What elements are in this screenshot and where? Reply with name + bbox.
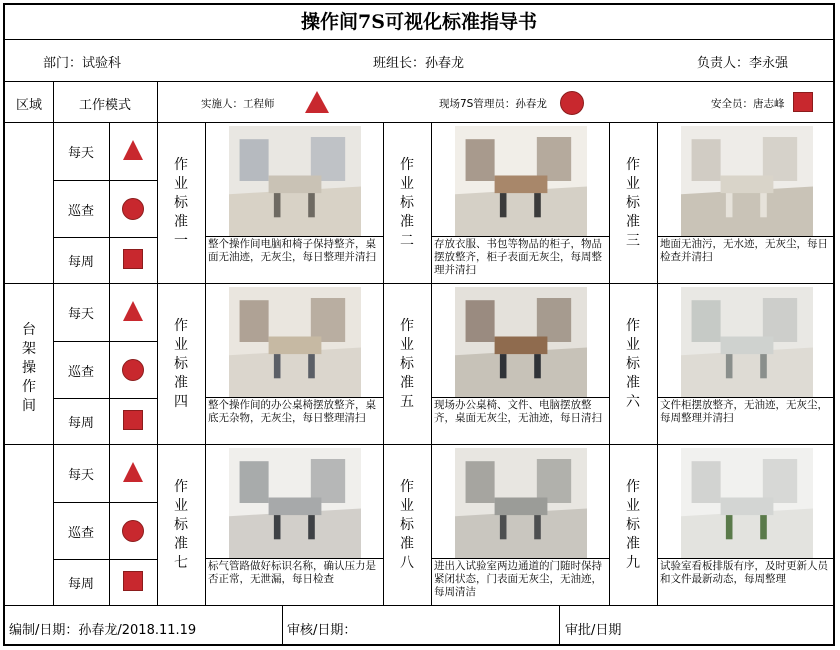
standard-label: 作业标准一: [174, 157, 188, 249]
standard-label: 作业标准二: [400, 157, 414, 249]
square-icon: [123, 410, 143, 430]
standard-label: 作业标准四: [174, 318, 188, 410]
mode-label: 每天: [67, 146, 94, 161]
standard-photo: [455, 126, 587, 236]
square-icon: [123, 249, 143, 269]
standard-photo: [229, 287, 361, 397]
standard-photo: [455, 287, 587, 397]
standard-description: 存放衣服、书包等物品的柜子，物品摆放整齐，柜子表面无灰尘，每周整理并清扫: [434, 238, 602, 276]
implementer-label: 实施人：工程师: [201, 98, 275, 110]
standard-description: 文件柜摆放整齐，无油迹，无灰尘，每周整理并清扫: [660, 399, 828, 424]
area-header: 区域: [15, 98, 42, 113]
area-name: 台架操作间: [22, 322, 36, 414]
mode-header: 工作模式: [78, 98, 131, 113]
standard-label: 作业标准三: [626, 157, 640, 249]
responsible-label: 负责人：李永强: [697, 56, 789, 71]
manager-label: 现场7S管理员：孙春龙: [439, 98, 547, 110]
triangle-icon: [123, 462, 143, 482]
triangle-icon: [123, 140, 143, 160]
standard-photo: [229, 126, 361, 236]
square-icon: [793, 92, 813, 112]
mode-label: 每天: [67, 307, 94, 322]
standard-photo: [681, 448, 813, 558]
mode-label: 每天: [67, 468, 94, 483]
mode-label: 每周: [67, 416, 94, 431]
standard-label: 作业标准九: [626, 479, 640, 571]
standard-description: 试验室看板排版有序，及时更新人员和文件最新动态，每周整理: [660, 560, 828, 585]
compiled-by-label: 编制/日期：孙春龙/2018.11.19: [9, 623, 197, 638]
safety-label: 安全员：唐志峰: [711, 98, 785, 110]
standard-description: 现场办公桌椅、文件、电脑摆放整齐，桌面无灰尘，无油迹，每日清扫: [434, 399, 602, 424]
triangle-icon: [123, 301, 143, 321]
document-sheet: [3, 3, 835, 646]
approve-label: 审批/日期: [565, 623, 622, 638]
standard-photo: [229, 448, 361, 558]
standard-label: 作业标准八: [400, 479, 414, 571]
mode-label: 巡查: [67, 526, 94, 541]
circle-icon: [122, 359, 144, 381]
document-title: 操作间7S可视化标准指导书: [301, 11, 537, 33]
department-label: 部门：试验科: [43, 56, 122, 71]
standard-label: 作业标准七: [174, 479, 188, 571]
circle-icon: [560, 91, 584, 115]
standard-description: 地面无油污，无水迹，无灰尘，每日检查并清扫: [660, 238, 828, 263]
standard-description: 整个操作间电脑和椅子保持整齐，桌面无油迹，无灰尘，每日整理并清扫: [208, 238, 376, 263]
square-icon: [123, 571, 143, 591]
standard-description: 整个操作间的办公桌椅摆放整齐，桌底无杂物，无灰尘，每日整理清扫: [208, 399, 376, 424]
standard-description: 标气管路做好标识名称，确认压力是否正常，无泄漏，每日检查: [208, 560, 376, 585]
standard-photo: [681, 126, 813, 236]
triangle-icon: [305, 91, 329, 113]
mode-label: 每周: [67, 577, 94, 592]
review-label: 审核/日期：: [287, 623, 357, 638]
standard-label: 作业标准六: [626, 318, 640, 410]
circle-icon: [122, 520, 144, 542]
mode-label: 每周: [67, 255, 94, 270]
mode-label: 巡查: [67, 365, 94, 380]
circle-icon: [122, 198, 144, 220]
standard-photo: [455, 448, 587, 558]
standard-description: 进出入试验室两边通道的门随时保持紧闭状态，门表面无灰尘，无油迹，每周清洁: [434, 560, 602, 598]
team-leader-label: 班组长：孙春龙: [373, 56, 465, 71]
standard-label: 作业标准五: [400, 318, 414, 410]
mode-label: 巡查: [67, 204, 94, 219]
standard-photo: [681, 287, 813, 397]
